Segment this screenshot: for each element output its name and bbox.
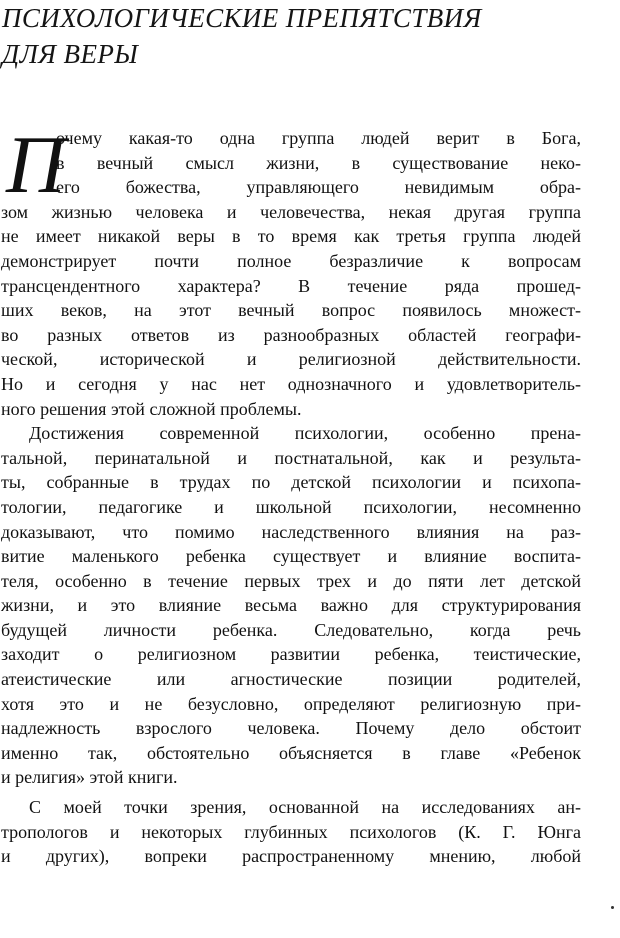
paragraph-2: [1, 421, 581, 790]
text-line: его божества, управляющего невидимым обра-: [56, 177, 581, 198]
chapter-title: [2, 0, 602, 72]
text-line: ческой, исторической и религиозной действительности.: [1, 349, 581, 370]
text-line: заходит о религиозном развитии ребенка, теистические,: [1, 644, 581, 665]
text-line: доказывают, что помимо наследственного влияния на раз-: [1, 521, 581, 542]
text-line: очему какая-то одна группа людей верит в Бога,: [56, 128, 581, 148]
text-line: атеистические или агностические позиции родителей,: [1, 669, 581, 690]
drop-cap: П: [6, 119, 66, 210]
text-line: тологии, педагогике и школьной психологии, несомненно: [1, 496, 581, 517]
text-line: тропологов и некоторых глубинных психологов (К. Г. Юнга: [1, 821, 581, 842]
text-line: Но и сегодня у нас нет однозначного и удовлетворитель-: [1, 373, 581, 394]
text-line: теля, особенно в течение первых трех и до пяти лет детской: [1, 570, 581, 591]
text-line: трансцендентного характера? В течение ряда прошед-: [1, 275, 581, 296]
paragraph-1: [1, 119, 581, 421]
text-line: жизни, и это влияние весьма важно для структурирования: [1, 595, 581, 616]
text-line: и других), вопреки распространенному мнению, любой: [1, 846, 581, 867]
text-line: ты, собранные в трудах по детской психологии и психопа-: [1, 472, 581, 493]
chapter-title-line: ПСИХОЛОГИЧЕСКИЕ ПРЕПЯТСТВИЯ: [2, 3, 482, 33]
text-line: тальной, перинатальной и постнатальной, как и результа-: [1, 447, 581, 468]
text-line: демонстрирует почти полное безразличие к вопросам: [1, 250, 581, 271]
text-line: во разных ответов из разнообразных областей географи-: [1, 324, 581, 345]
text-line: зом жизнью человека и человечества, некая другая группа: [1, 201, 581, 222]
paragraph-3: [1, 795, 581, 869]
text-line: хотя это и не безусловно, определяют религиозную при-: [1, 693, 581, 714]
text-line: не имеет никакой веры в то время как третья группа людей: [1, 226, 581, 247]
text-line: в вечный смысл жизни, в существование неко-: [56, 152, 581, 173]
body-text: [1, 119, 581, 869]
chapter-title-line: ДЛЯ ВЕРЫ: [2, 39, 139, 69]
text-line: витие маленького ребенка существует и влияние воспита-: [1, 546, 581, 567]
text-line: надлежность взрослого человека. Почему дело обстоит: [1, 718, 581, 739]
text-line: ших веков, на этот вечный вопрос появилось множест-: [1, 300, 581, 321]
text-line: Достижения современной психологии, особенно прена-: [29, 423, 581, 444]
text-line: и религия» этой книги.: [1, 767, 178, 788]
text-line: С моей точки зрения, основанной на исследованиях ан-: [29, 797, 581, 818]
scan-speck: [611, 906, 614, 909]
text-line: ного решения этой сложной проблемы.: [1, 398, 302, 419]
text-line: будущей личности ребенка. Следовательно, когда речь: [1, 619, 581, 640]
text-line: именно так, обстоятельно объясняется в главе «Ребенок: [1, 742, 581, 763]
